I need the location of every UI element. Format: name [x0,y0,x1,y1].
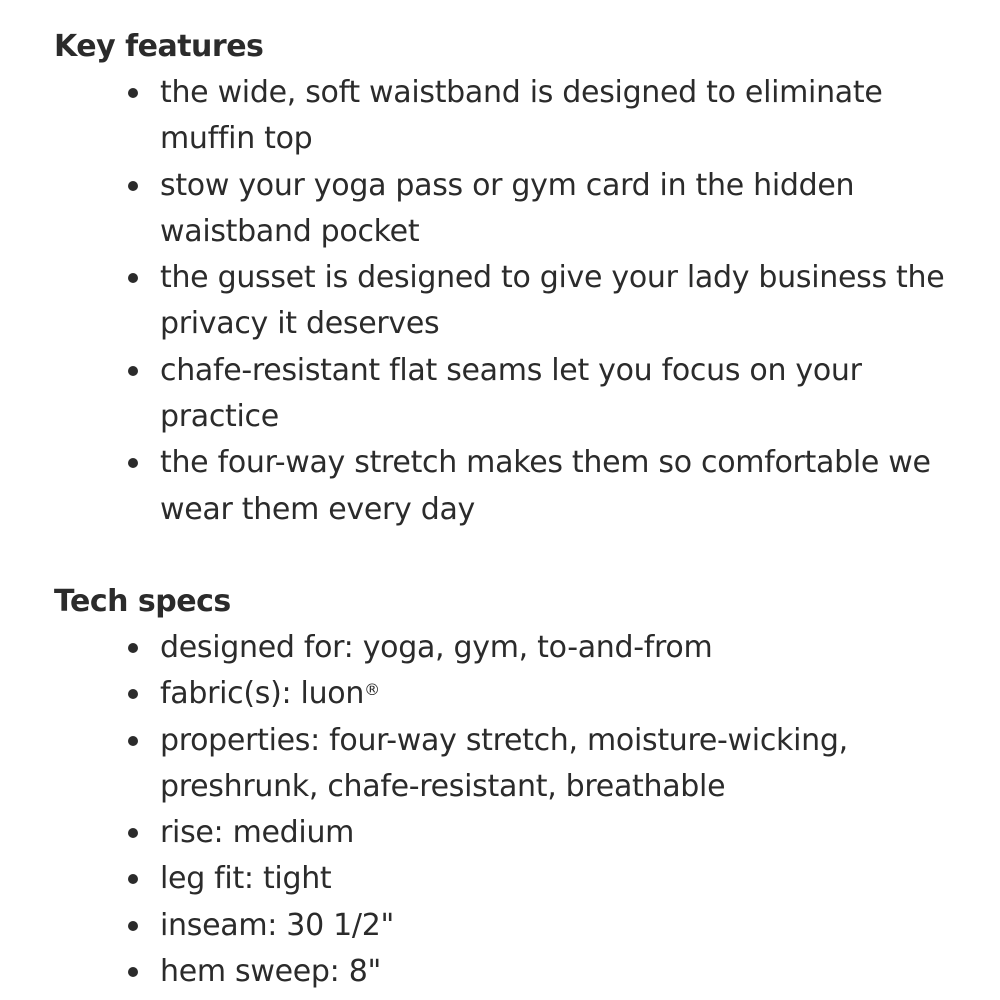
list-item: chafe-resistant flat seams let you focus on your practice [160,348,960,441]
list-item-fabric [160,671,960,717]
key-features-heading: Key features [54,29,264,64]
list-item: properties: four-way stretch, moisture-wicking, preshrunk, chafe-resistant, breathable [160,718,960,811]
list-item: stow your yoga pass or gym card in the hidden waistband pocket [160,163,960,256]
list-item: rise: medium [160,810,960,856]
tech-specs-heading: Tech specs [54,583,231,619]
list-item: designed for: yoga, gym, to-and-from [160,625,960,671]
list-item: the wide, soft waistband is designed to eliminate muffin top [160,70,960,163]
section-spacer [54,533,960,579]
list-item: the gusset is designed to give your lady business the privacy it deserves [160,255,960,348]
list-item: inseam: 30 1/2" [160,903,960,949]
registered-mark: ® [364,680,380,700]
key-features-list [54,70,960,533]
list-item: hem sweep: 8" [160,949,960,995]
list-item: the four-way stretch makes them so comfortable we wear them every day [160,440,960,533]
fabric-text: fabric(s): luon [160,676,365,712]
list-item: leg fit: tight [160,856,960,902]
tech-specs-list [54,625,960,995]
